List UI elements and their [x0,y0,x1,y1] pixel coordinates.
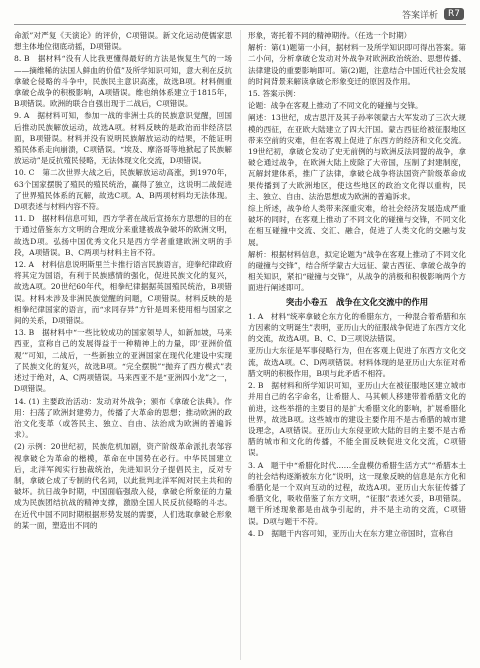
header-rule [14,24,466,25]
paragraph: 综上所述，战争给人类带来深重灾难，给社会经济发展造成严重破坏的同时，在客观上推动了不同文化的碰撞与交锋，不同文化在相互碰撞中交流、交汇、融合，促进了人类文化的交融与发展。 [248,204,466,247]
paragraph: 10. C 第二次世界大战之后，民族解放运动高涨，到1970年，63个国家摆脱了殖民的殖民统治，赢得了独立，这说明二战促进了世界殖民体系的瓦解，故选C项。A、B两项材料均无法体现。D项表述与材料内容不符。 [14,168,232,212]
paragraph: 13. B 据材料中“一些比较成功的国家领导人，如新加坡，马来西亚，宣称自己的发展得益于一种精神上的力量，即‘亚洲价值观’”可知，二战后，一些新独立的亚洲国家在现代化建设中实现了民族文化的复兴，故选B项。“完全摆脱”“抛弃了西方模式”表述过于绝对，A、C两项错误。马来西亚不是“亚洲四小龙”之一，D项错误。 [14,328,232,394]
paragraph: 命派”对严复《天演论》的评价，C项错误。新文化运动使儒家思想主体地位彻底动摇，D项错误。 [14,31,232,52]
paragraph: 阐述：13世纪，成吉思汗及其子孙率领蒙古大军发动了三次大规模的西征，在亚欧大陆建立了四大汗国。蒙古西征给被征服地区带来空前的灾难，但在客观上促进了东西方的经济和文化交流。19世纪初，拿破仑发动了史无前例的与欧洲反法同盟的战争，拿破仑通过战争，在欧洲大陆上废除了大帝国，压制了封建制度，瓦解封建体系，推广了法律，拿破仑战争将法国资产阶级革命成果传播到了大欧洲地区，使这些地区的政治文化得以重构，民主、独立、自由、法治思想成为欧洲的普遍诉求。 [248,113,466,201]
paragraph: 1. A 材料“统率拿破仑东方化的希腊东方，一种混合着希腊和东方因素的文明诞生”表明，亚历山大的征服战争促进了东西方文化的交流，故选A项。B、C、D三项说法错误。 [248,311,466,344]
left-column [14,30,232,532]
paragraph: 3. A 题干中“希腊化时代……全盘模仿希腊生活方式”“希腊本土的社会结构逐渐被东方化”说明，这一现象反映的信息是东方化和希腊化是一个双向互动的过程，故选A项。亚历山大东征传播了希腊文化，吸收借鉴了东方文明，“征服”表述欠妥，B项错误。题干所述现象都是由战争引起的，并不是主动的交流，C项错误。D项与题干不符。 [248,460,466,526]
paragraph: 12. A 材料信息说明斯里兰卡推行语言民族语言，迎拳纪律政府将其定为国语，有利于民族感情的强化，促进民族文化的复兴，故选A项。20世纪60年代，相拳纪律据据英国殖民统治，B项错误。材料未涉及非洲民族觉醒的问题，C项错误。材料反映的是相拳纪律国家的语言，而“求同存异”方针是周来使用相与国家之间的关系，D项错误。 [14,260,232,326]
paragraph: 4. D 据题干内容可知，亚历山大在东方建立帝国时，宣称自 [248,528,454,538]
paragraph: 亚历山大东征是军事侵略行为，但在客观上促进了东西方文化交流，故选A项。C、D两项错误。材料体现的是亚历山大东征对希腊文明的积极作用，B项与此矛盾不相符。 [248,346,466,378]
paragraph: (2) 示例：20世纪初，民族危机加剧，资产阶级革命派扎表邹容视拿破仑为革命的楷模，革命在中国势在必行。中华民国建立后，北洋军阀实行独裁统治，先进知识分子提倡民主，反对专制，拿破仑成了专制的代名词，以此批判北洋军阀对民主共和的破坏。抗日战争时期，中国面临强敌入侵，拿破仑所象征的力量成为民族团结抗战的精神支撑，激励全国人民反抗侵略的斗志。在近代中国不同时期根据形势发展的需要，人们选取拿破仑形象的某一面，塑造出不同的 [14,442,232,530]
paragraph: 论题：战争在客观上推动了不同文化的碰撞与交锋。 [248,101,423,111]
paragraph: 2. B 据材料和所学知识可知，亚历山大在被征服地区建立城市并用自己的名字命名，让希腊人、马其顿人移建带着希腊文化的前进，这些举措的主要目的是扩大希腊文化的影响，扩展希腊化世界，故选B项。这些城市的建设主要作用不是古希腊的城市建设理念，A项错误。亚历山大东侵亚欧大陆的目的主要不是古希腊的城市和文化的传播，不能全面反映促进文化交流，C项错误。 [248,381,466,458]
header-label: 答案详析 [402,10,439,21]
paragraph: 形象，寄托着不同的精神期待。（任选一个时期） [248,31,412,40]
paragraph: 15. 答案示例： [248,89,301,99]
section-heading: 突击小卷五 战争在文化交流中的作用 [285,296,429,307]
paragraph: 8. B 据材料“没有人比我更懂得最好的方法是恢复生气的一场——摘维稀的法国人鲜血的价值”及所学知识可知，意大利在反抗拿破仑侵略的斗争中，民族民主意识高涨，故选B项。材料侧重拿破仑战争的积极影响，A项错误。维也纳体系建立于1815年，B项错误。欧洲的联合自强出现于二战后，C项错误。 [14,54,232,109]
paragraph: 解析：根据材料信息，拟定论题为“战争在客观上推动了不同文化的碰撞与交锋”，结合所学蒙古大远征、蒙古西征、拿破仑战争的相关知识，紧扣“碰撞与交锋”，从战争的消极和积极影响两个方面进行阐述即可。 [248,249,466,293]
paragraph: 解析：第(1)题第一小问，据材料一及所学知识即可得出答案。第二小问，分析拿破仑发动对外战争对欧洲政治统治、思想传播、法律建设的重要影响即可。第(2)题，注意结合中国近代社会发展的时间背景来解读拿破仑形象变迁的原因及作用。 [248,43,466,86]
page-number: R7 [444,8,464,20]
right-column [248,30,466,540]
paragraph: 9. A 据材料可知，参加一战的非洲士兵的民族意识觉醒，回国后推动民族解放运动，故选A项。材料反映的是政治而非经济层面，B项错误。材料并没有说明民族解放运动的结果，不能证明殖民体系走向崩溃，C项错误。“埃及、摩洛哥等地掀起了民族解放运动”是反抗殖民侵略，无法体现文化交流，D项错误。 [14,111,232,166]
column-divider [240,30,241,660]
paragraph: 14. (1) 主要政治活动：发动对外战争；颁布《拿破仑法典》。作用：扫荡了欧洲封建势力，传播了大革命的思想；推动欧洲的政治文化变革（或答民主、独立、自由、法治成为欧洲的普遍诉求）。 [14,396,232,440]
paragraph: 11. D 据材料信息可知，西方学者在战后宣扬东方思想的目的在于通过借鉴东方文明的合理成分来重建被战争破坏的欧洲文明，故选D项。弘扬中国优秀文化只是西方学者重建欧洲文明的手段，A项错误。B、C两项与材料主旨不符。 [14,214,233,257]
page-header [402,6,464,22]
